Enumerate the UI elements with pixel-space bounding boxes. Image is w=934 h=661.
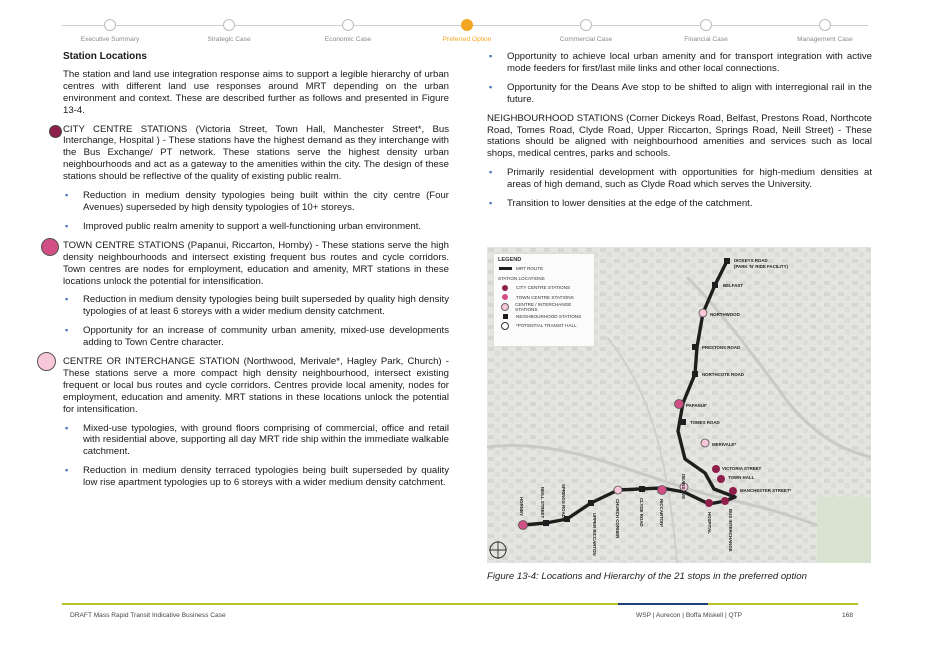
- legend-item-label: NEIGHBOURHOOD STATIONS: [516, 313, 582, 319]
- legend-item-label: *POTENTIAL TRANSIT HALL: [516, 323, 577, 329]
- intro-paragraph: The station and land use integration response aims to support a legible hierarchy of urban centres with different land use responses around MRT depending on the urban environment and context. These are described further as follows and presented in Figure 13-4.: [63, 68, 449, 116]
- town-centre-section: [63, 240, 449, 288]
- figure-caption: Figure 13-4: Locations and Hierarchy of the 21 stops in the preferred option: [487, 571, 807, 582]
- label-papanui: PAPANUI*: [686, 403, 707, 408]
- bullet-item: ▪ Opportunity to achieve local urban amenity and for transport integration with active mode feeders for first/last mile links and other local connections.: [487, 51, 872, 75]
- legend-route: [494, 264, 594, 274]
- nav-label: Commercial Case: [559, 36, 613, 43]
- station-merivale[interactable]: [701, 439, 709, 447]
- station-victoria[interactable]: [712, 465, 720, 473]
- nav-dot: [223, 19, 235, 31]
- legend-route-label: MRT ROUTE: [516, 266, 544, 272]
- legend-title: LEGEND: [498, 257, 522, 263]
- bullet-item: ▪ Improved public realm amenity to support a well-functioning urban environment.: [63, 221, 449, 233]
- station-neill[interactable]: [543, 520, 549, 526]
- label-clyde: CLYDE ROAD: [639, 498, 644, 527]
- label-tomes: TOMES ROAD: [690, 420, 720, 425]
- footer-divider: [62, 603, 858, 605]
- station-church-corner[interactable]: [614, 486, 622, 494]
- nav-step-preferred-option[interactable]: [417, 19, 517, 43]
- station-clyde[interactable]: [639, 486, 645, 492]
- nav-step-management-case[interactable]: [775, 19, 875, 43]
- amenity-bullets: [487, 51, 872, 106]
- nav-label: Strategic Case: [207, 36, 251, 43]
- town-centre-paragraph: TOWN CENTRE STATIONS (Papanui, Riccarton, Hornby) - These stations serve the high density neighbourhoods and intersect existing frequent bus routes and cycle corridors. Town centres are nodes for employment, education and amenity, MRT stations in these locations unlock the potential for intensification.: [63, 239, 449, 287]
- nav-label: Financial Case: [684, 36, 728, 43]
- legend-town-centre: [494, 293, 594, 303]
- town-centre-marker: [41, 238, 59, 256]
- station-dickeys[interactable]: [724, 258, 730, 264]
- legend-item-label: CENTRE / INTERCHANGE STATIONS: [515, 301, 572, 312]
- bullet-item: ▪ Opportunity for the Deans Ave stop to be shifted to align with interregional rail in the future.: [487, 82, 872, 106]
- label-springs: SPRINGS ROAD: [561, 484, 566, 518]
- station-northcote[interactable]: [692, 371, 698, 377]
- legend-neighbourhood: [494, 312, 594, 322]
- neighbourhood-bullets: [487, 167, 872, 210]
- nav-step-strategic-case[interactable]: [179, 19, 279, 43]
- page-number: 168: [842, 612, 854, 619]
- label-dickeys-sub: (PARK 'N' RIDE FACILITY): [734, 264, 788, 269]
- bullet-item: ▪ Reduction in medium density terraced typologies being built superseded by quality low rise apartment typologies up to 6 storeys with a wider medium density catchment.: [63, 465, 449, 489]
- legend-section: [494, 274, 594, 284]
- bullet-item: ▪ Mixed-use typologies, with ground floors comprising of commercial, office and retail with residential above, supporting all day MRT ride ship within the immediate walkable catchment.: [63, 423, 449, 459]
- map-park: [817, 497, 871, 563]
- bullet-item: ▪ Primarily residential development with opportunities for high-medium densities at areas of high demand, such as Clyde Road which serves the University.: [487, 167, 872, 191]
- interchange-bullets: [63, 423, 449, 490]
- station-tomes[interactable]: [680, 419, 686, 425]
- bullet-item: ▪ Reduction in medium density typologies being built within the city centre (Four Avenues) superseded by high density typologies of 10+ storeys.: [63, 190, 449, 214]
- nav-step-financial-case[interactable]: [656, 19, 756, 43]
- station-manchester[interactable]: [729, 487, 737, 495]
- legend-interchange: [494, 302, 594, 312]
- bullet-item: ▪ Opportunity for an increase of community urban amenity, mixed-use developments adding to Town Centre character.: [63, 325, 449, 349]
- nav-label: Preferred Option: [442, 36, 492, 43]
- station-map: [487, 247, 871, 563]
- station-upper-riccarton[interactable]: [588, 500, 594, 506]
- left-column: [63, 51, 449, 496]
- map-legend: [493, 253, 595, 347]
- nav-step-commercial-case[interactable]: [536, 19, 636, 43]
- city-centre-paragraph: CITY CENTRE STATIONS (Victoria Street, Town Hall, Manchester Street*, Bus Interchange, Hospital ) - These stations have the highest demand as they interchange with the Bus Exchange/ PT network. These stations serve the highest density urban neighbourhoods and act as a gateway to the amenities within the city. The design of these stations should be reflective of the quality of existing public realm.: [63, 123, 449, 183]
- right-column: [487, 51, 872, 217]
- label-hospital: HOSPITAL: [707, 512, 712, 534]
- label-dickeys: DICKEYS ROAD: [734, 258, 768, 263]
- label-prestons: PRESTONS ROAD: [702, 345, 741, 350]
- station-hospital[interactable]: [705, 499, 713, 507]
- nav-label: Management Case: [797, 36, 853, 43]
- neighbourhood-paragraph: NEIGHBOURHOOD STATIONS (Corner Dickeys Road, Belfast, Prestons Road, Northcote Road, Tomes Road, Clyde Road, Upper Riccarton, Springs Road, Neill Street) - These stations should be aligned with neighbourhood amenities and services such as local shops, medical centres, parks and schools.: [487, 112, 872, 160]
- nav-step-executive-summary[interactable]: [60, 19, 160, 43]
- label-bus-interchange: BUS INTERCHANGE: [728, 509, 733, 552]
- nav-label: Economic Case: [324, 36, 372, 43]
- nav-label: Executive Summary: [80, 36, 140, 43]
- label-merivale: MERIVALE*: [712, 442, 737, 447]
- nav-dot: [104, 19, 116, 31]
- station-hornby[interactable]: [519, 521, 528, 530]
- nav-step-economic-case[interactable]: [298, 19, 398, 43]
- legend-item-label: CITY CENTRE STATIONS: [516, 285, 571, 291]
- footer-document-title: DRAFT Mass Rapid Transit Indicative Business Case: [70, 612, 226, 619]
- nav-dot: [819, 19, 831, 31]
- legend-section-label: STATION LOCATIONS: [498, 275, 545, 281]
- legend-potential-transit-hall: [494, 321, 594, 331]
- label-manchester: MANCHESTER STREET*: [740, 488, 792, 493]
- label-town-hall: TOWN HALL: [728, 475, 755, 480]
- bullet-item: ▪ Reduction in medium density typologies being built superseded by quality high density typologies of at least 6 storeys with a wider medium density catchment.: [63, 294, 449, 318]
- city-centre-section: [63, 124, 449, 184]
- footer-accent-bar: [618, 603, 708, 605]
- station-bus-interchange[interactable]: [721, 497, 729, 505]
- station-town-hall[interactable]: [717, 475, 725, 483]
- nav-dot: [342, 19, 354, 31]
- nav-dot: [700, 19, 712, 31]
- station-papanui[interactable]: [675, 400, 684, 409]
- footer-authors: WSP | Aurecon | Boffa Miskell | QTP: [636, 612, 743, 619]
- station-prestons[interactable]: [692, 344, 698, 350]
- station-northwood[interactable]: [699, 309, 707, 317]
- label-church-corner: CHURCH CORNER: [615, 499, 620, 539]
- legend-item-label: TOWN CENTRE STATIONS: [516, 294, 574, 300]
- city-centre-marker: [49, 125, 62, 138]
- section-heading: Station Locations: [63, 51, 147, 62]
- station-riccarton[interactable]: [658, 486, 667, 495]
- interchange-marker: [37, 352, 56, 371]
- label-victoria: VICTORIA STREET: [722, 466, 762, 471]
- label-northcote: NORTHCOTE ROAD: [702, 372, 744, 377]
- nav-dot-active: [461, 19, 473, 31]
- interchange-section: [63, 356, 449, 416]
- station-belfast[interactable]: [712, 282, 718, 288]
- legend-city-centre: [494, 283, 594, 293]
- interchange-paragraph: CENTRE OR INTERCHANGE STATION (Northwood, Merivale*, Hagley Park, Church) - These stations serve a more compact high density neighbourhood, intersect existing frequent or local bus routes and cycle corridors. Centres provide local amenity, nodes for employment, education and amenity. MRT stations in these locations unlock the potential for intensification.: [63, 356, 449, 415]
- label-belfast: BELFAST: [723, 283, 744, 288]
- label-neill: NEILL STREET: [540, 487, 545, 519]
- nav-dot: [580, 19, 592, 31]
- city-centre-bullets: [63, 190, 449, 233]
- label-hornby: HORNBY: [519, 497, 524, 517]
- label-deans: DEANS AVE: [681, 474, 686, 500]
- label-riccarton: RICCARTON*: [659, 499, 664, 527]
- label-northwood: NORTHWOOD: [710, 312, 740, 317]
- label-upper-riccarton: UPPER RICCARTON: [592, 513, 597, 556]
- town-centre-bullets: [63, 294, 449, 349]
- bullet-item: ▪ Transition to lower densities at the edge of the catchment.: [487, 198, 872, 210]
